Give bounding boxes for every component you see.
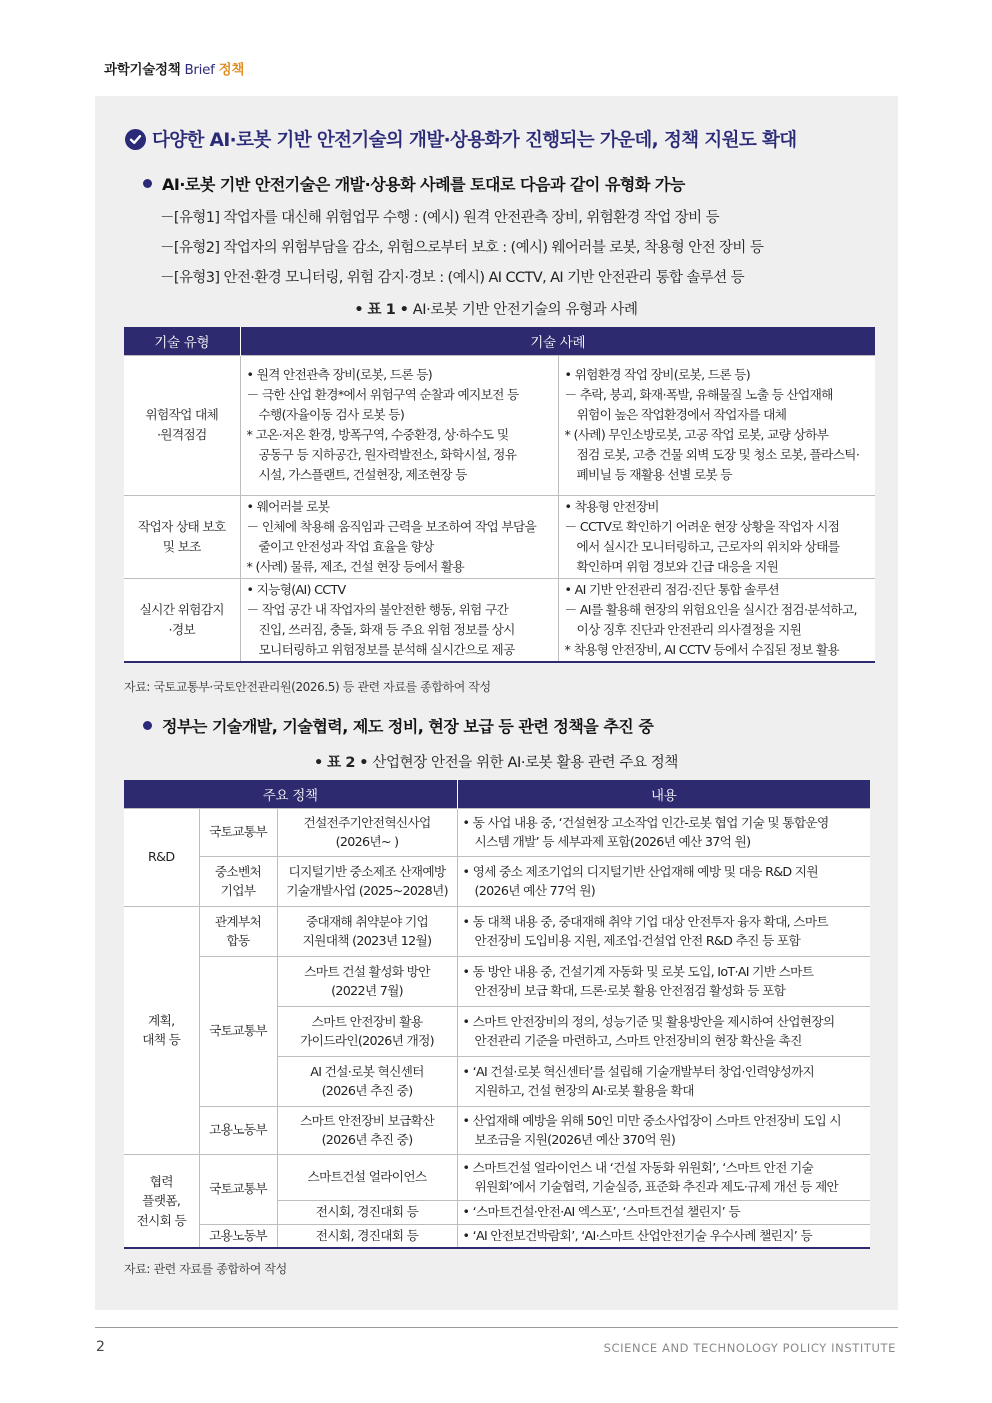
- headline-text: 다양한 AI·로봇 기반 안전기술의 개발·상용화가 진행되는 가운데, 정책 지원도 확대: [152, 130, 797, 151]
- table-tech-types: [124, 327, 875, 663]
- policy-cell: 스마트 건설 활성화 방안 (2022년 7월): [277, 956, 457, 1006]
- table-policies: [124, 780, 870, 1249]
- policy-cell: 스마트 안전장비 활용 가이드라인(2026년 개정): [277, 1006, 457, 1056]
- table-row: [124, 808, 870, 856]
- bullet-heading-1: [143, 172, 685, 195]
- content-cell: • 동 사업 내용 중, ‘건설현장 고소작업 인간-로봇 협업 기술 및 통합운영 시스템 개발’ 등 세부과제 포함(2026년 예산 37억 원): [457, 808, 870, 856]
- content-cell: • ‘스마트건설·안전·AI 엑스포’, ‘스마트건설 챌린지’ 등: [457, 1200, 870, 1224]
- content-cell: • ‘AI 안전보건박람회’, ‘AI·스마트 산업안전기술 우수사례 챌린지’ 등: [457, 1224, 870, 1248]
- content-cell: • 산업재해 예방을 위해 50인 미만 중소사업장이 스마트 안전장비 도입 시 보조금을 지원(2026년 예산 370억 원): [457, 1106, 870, 1154]
- section-label: 정책: [218, 62, 245, 78]
- bullet-heading-text: 정부는 기술개발, 기술협력, 제도 정비, 현장 보급 등 관련 정책을 추진 중: [162, 717, 654, 736]
- content-cell: • 동 대책 내용 중, 중대재해 취약 기업 대상 안전투자 융자 확대, 스마트 안전장비 도입비용 지원, 제조업·건설업 안전 R&D 추진 등 포함: [457, 906, 870, 956]
- content-cell: • 영세 중소 제조기업의 디지털기반 산업재해 예방 및 대응 R&D 지원 (2026년 예산 77억 원): [457, 856, 870, 906]
- table1-caption: • 표 1 • AI·로봇 기반 안전기술의 유형과 사례: [354, 302, 638, 318]
- table-row: [124, 495, 875, 578]
- policy-cell: 전시회, 경진대회 등: [277, 1200, 457, 1224]
- table2-source: 자료: 관련 자료를 종합하여 작성: [124, 1262, 287, 1276]
- type-item-2: －[유형2] 작업자의 위험부담을 감소, 위험으로부터 보호 : (예시) 웨어러블 로봇, 착용형 안전 장비 등: [160, 240, 764, 256]
- content-cell: • ‘AI 건설·로봇 혁신센터’를 설립해 기술개발부터 창업·인력양성까지 지원하고, 건설 현장의 AI·로봇 활용을 확대: [457, 1056, 870, 1106]
- policy-cell: AI 건설·로봇 혁신센터 (2026년 추진 중): [277, 1056, 457, 1106]
- table-row: [124, 1106, 870, 1154]
- table-row: [124, 1224, 870, 1248]
- bullet-dot-icon: [143, 721, 152, 730]
- ministry-cell: 국토교통부: [199, 1154, 277, 1224]
- column-header-type: 기술 유형: [124, 327, 240, 355]
- ministry-cell: 고용노동부: [199, 1106, 277, 1154]
- policy-cell: 전시회, 경진대회 등: [277, 1224, 457, 1248]
- type-cell: 실시간 위험감지 ·경보: [124, 578, 240, 662]
- publication-brief: Brief: [184, 62, 215, 78]
- publication-title: 과학기술정책: [104, 62, 181, 78]
- policy-cell: 디지털기반 중소제조 산재예방 기술개발사업 (2025~2028년): [277, 856, 457, 906]
- footer-divider: [95, 1327, 898, 1328]
- policy-cell: 건설전주기안전혁신사업 (2026년~ ): [277, 808, 457, 856]
- type-item-1: －[유형1] 작업자를 대신해 위험업무 수행 : (예시) 원격 안전관측 장비, 위험환경 작업 장비 등: [160, 210, 720, 226]
- case-cell-right: • AI 기반 안전관리 점검·진단 통합 솔루션 － AI를 활용해 현장의 위험요인을 실시간 점검·분석하고, 이상 징후 진단과 안전관리 의사결정을 지원 * 착용형 안전장비, AI CCTV 등에서 수집된 정보 활용: [558, 578, 875, 662]
- bullet-dot-icon: [143, 179, 152, 188]
- table1-caption-text: AI·로봇 기반 안전기술의 유형과 사례: [412, 302, 638, 318]
- table1-caption-label: 표 1: [367, 302, 396, 318]
- table2-caption-text: 산업현장 안전을 위한 AI·로봇 활용 관련 주요 정책: [372, 755, 678, 771]
- table2-caption: • 표 2 • 산업현장 안전을 위한 AI·로봇 활용 관련 주요 정책: [314, 755, 678, 771]
- ministry-cell: 고용노동부: [199, 1224, 277, 1248]
- ministry-cell: 국토교통부: [199, 956, 277, 1106]
- table-row: [124, 1154, 870, 1200]
- table-row: [124, 355, 875, 495]
- column-header-policy: 주요 정책: [124, 780, 457, 808]
- column-header-cases: 기술 사례: [240, 327, 875, 355]
- ministry-cell: 관계부처 합동: [199, 906, 277, 956]
- table2-caption-label: 표 2: [327, 755, 356, 771]
- table-row: [124, 956, 870, 1006]
- page-number: 2: [96, 1339, 105, 1355]
- column-header-content: 내용: [457, 780, 870, 808]
- type-item-3: －[유형3] 안전·환경 모니터링, 위험 감지·경보 : (예시) AI CCTV, AI 기반 안전관리 통합 솔루션 등: [160, 270, 745, 286]
- content-cell: • 스마트건설 얼라이언스 내 ‘건설 자동화 위원회’, ‘스마트 안전 기술 위원회’에서 기술협력, 기술실증, 표준화 추진과 제도·규제 개선 등 제안: [457, 1154, 870, 1200]
- bullet-heading-text: AI·로봇 기반 안전기술은 개발·상용화 사례를 토대로 다음과 같이 유형화 가능: [162, 175, 685, 194]
- table-row: [124, 578, 875, 662]
- policy-cell: 중대재해 취약분야 기업 지원대책 (2023년 12월): [277, 906, 457, 956]
- bullet-heading-2: [143, 714, 653, 737]
- policy-cell: 스마트건설 얼라이언스: [277, 1154, 457, 1200]
- institute-name: SCIENCE AND TECHNOLOGY POLICY INSTITUTE: [603, 1341, 896, 1355]
- section-headline: [125, 126, 885, 152]
- type-cell: 작업자 상태 보호 및 보조: [124, 495, 240, 578]
- running-header: [104, 58, 244, 78]
- case-cell-left: • 원격 안전관측 장비(로봇, 드론 등) － 극한 산업 환경*에서 위험구역 순찰과 예지보전 등 수행(자율이동 검사 로봇 등) * 고온·저온 환경, 방폭구역, 수중환경, 상·하수도 및 공동구 등 지하공간, 원자력발전소, 화학시설, 정유 시설, 가스플랜트, 건설현장, 제조현장 등: [240, 355, 558, 495]
- ministry-cell: 중소벤처 기업부: [199, 856, 277, 906]
- case-cell-right: • 위험환경 작업 장비(로봇, 드론 등) － 추락, 붕괴, 화재·폭발, 유해물질 노출 등 산업재해 위험이 높은 작업환경에서 작업자를 대체 * (사례) 무인소방로봇, 고공 작업 로봇, 교량 상하부 점검 로봇, 고층 건물 외벽 도장 및 청소 로봇, 플라스틱· 폐비닐 등 재활용 선별 로봇 등: [558, 355, 875, 495]
- case-cell-left: • 웨어러블 로봇 － 인체에 착용해 움직임과 근력을 보조하여 작업 부담을 줄이고 안전성과 작업 효율을 향상 * (사례) 물류, 제조, 건설 현장 등에서 활용: [240, 495, 558, 578]
- content-cell: • 스마트 안전장비의 정의, 성능기준 및 활용방안을 제시하여 산업현장의 안전관리 기준을 마련하고, 스마트 안전장비의 현장 확산을 촉진: [457, 1006, 870, 1056]
- category-cell-coop: 협력 플랫폼, 전시회 등: [124, 1154, 199, 1248]
- check-circle-icon: [125, 129, 146, 150]
- case-cell-left: • 지능형(AI) CCTV － 작업 공간 내 작업자의 불안전한 행동, 위험 구간 진입, 쓰러짐, 충돌, 화재 등 주요 위험 정보를 상시 모니터링하고 위험정보를 분석해 실시간으로 제공: [240, 578, 558, 662]
- case-cell-right: • 착용형 안전장비 － CCTV로 확인하기 어려운 현장 상황을 작업자 시점 에서 실시간 모니터링하고, 근로자의 위치와 상태를 확인하며 위험 경보와 긴급 대응을 지원: [558, 495, 875, 578]
- category-cell-plans: 계획, 대책 등: [124, 906, 199, 1154]
- policy-cell: 스마트 안전장비 보급확산 (2026년 추진 중): [277, 1106, 457, 1154]
- content-cell: • 동 방안 내용 중, 건설기계 자동화 및 로봇 도입, IoT·AI 기반 스마트 안전장비 보급 확대, 드론·로봇 활용 안전점검 활성화 등 포함: [457, 956, 870, 1006]
- table-row: [124, 906, 870, 956]
- ministry-cell: 국토교통부: [199, 808, 277, 856]
- type-cell: 위험작업 대체 ·원격점검: [124, 355, 240, 495]
- table-row: [124, 856, 870, 906]
- category-cell-rnd: R&D: [124, 808, 199, 906]
- table1-source: 자료: 국토교통부·국토안전관리원(2026.5) 등 관련 자료를 종합하여 작성: [124, 680, 491, 694]
